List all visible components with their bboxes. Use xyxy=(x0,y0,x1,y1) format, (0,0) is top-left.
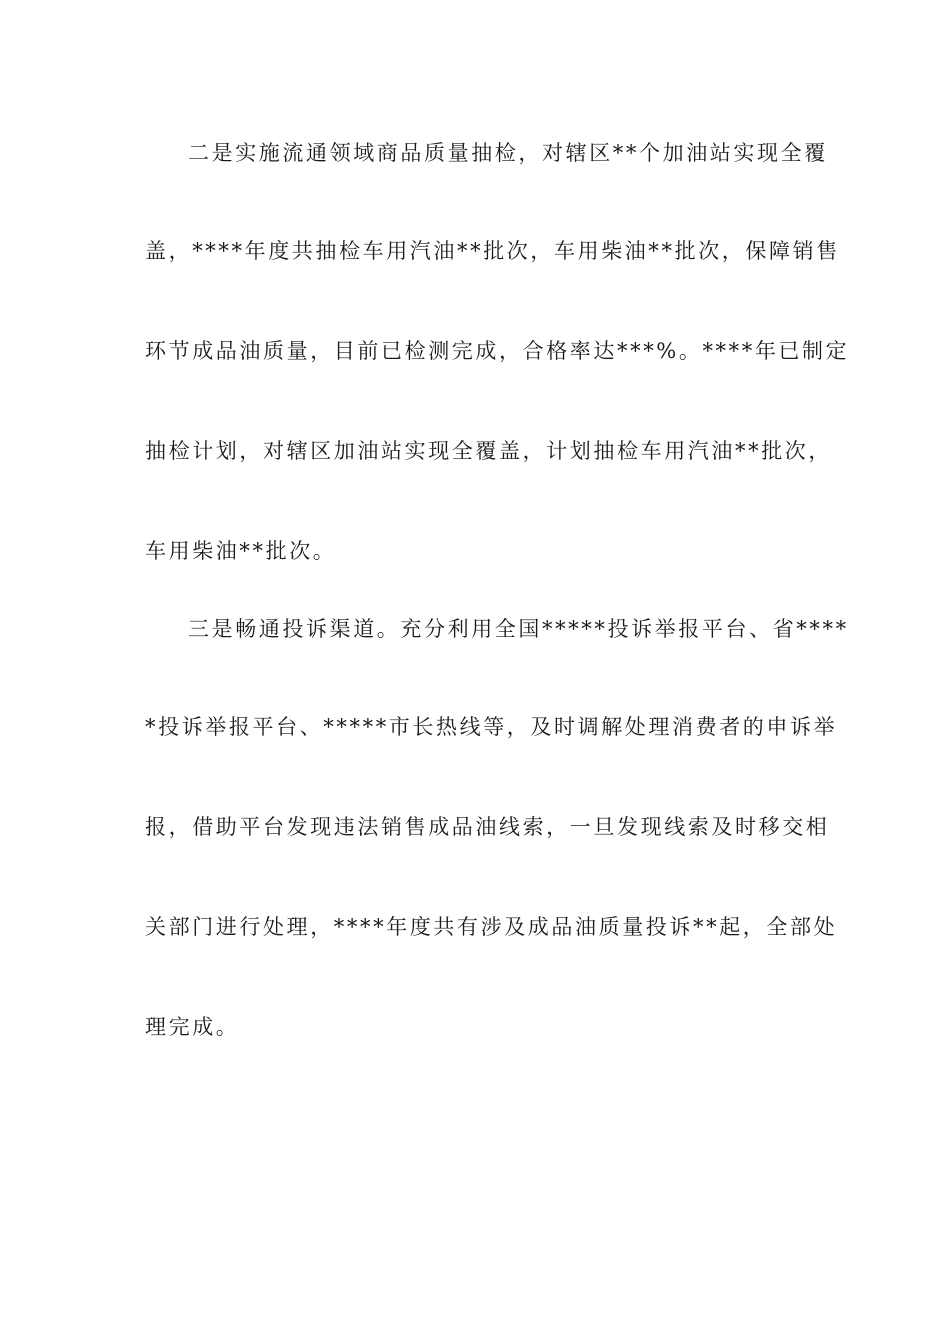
paragraph-3-line-2: *投诉举报平台、*****市长热线等，及时调解处理消费者的申诉举 xyxy=(145,715,838,739)
paragraph-3-line-5: 理完成。 xyxy=(145,1015,240,1039)
paragraph-2-line-1: 二是实施流通领域商品质量抽检，对辖区**个加油站实现全覆 xyxy=(188,141,828,165)
paragraph-3-line-3: 报，借助平台发现违法销售成品油线索，一旦发现线索及时移交相 xyxy=(145,815,830,839)
paragraph-2-line-4: 抽检计划，对辖区加油站实现全覆盖，计划抽检车用汽油**批次， xyxy=(145,439,832,463)
paragraph-3-line-1: 三是畅通投诉渠道。充分利用全国*****投诉举报平台、省**** xyxy=(188,617,849,641)
paragraph-3-line-4: 关部门进行处理，****年度共有涉及成品油质量投诉**起，全部处 xyxy=(145,915,838,939)
paragraph-2-line-5: 车用柴油**批次。 xyxy=(145,539,337,563)
paragraph-2-line-2: 盖，****年度共抽检车用汽油**批次，车用柴油**批次，保障销售 xyxy=(145,239,840,263)
paragraph-2-line-3: 环节成品油质量，目前已检测完成，合格率达***%。****年已制定 xyxy=(145,339,850,363)
